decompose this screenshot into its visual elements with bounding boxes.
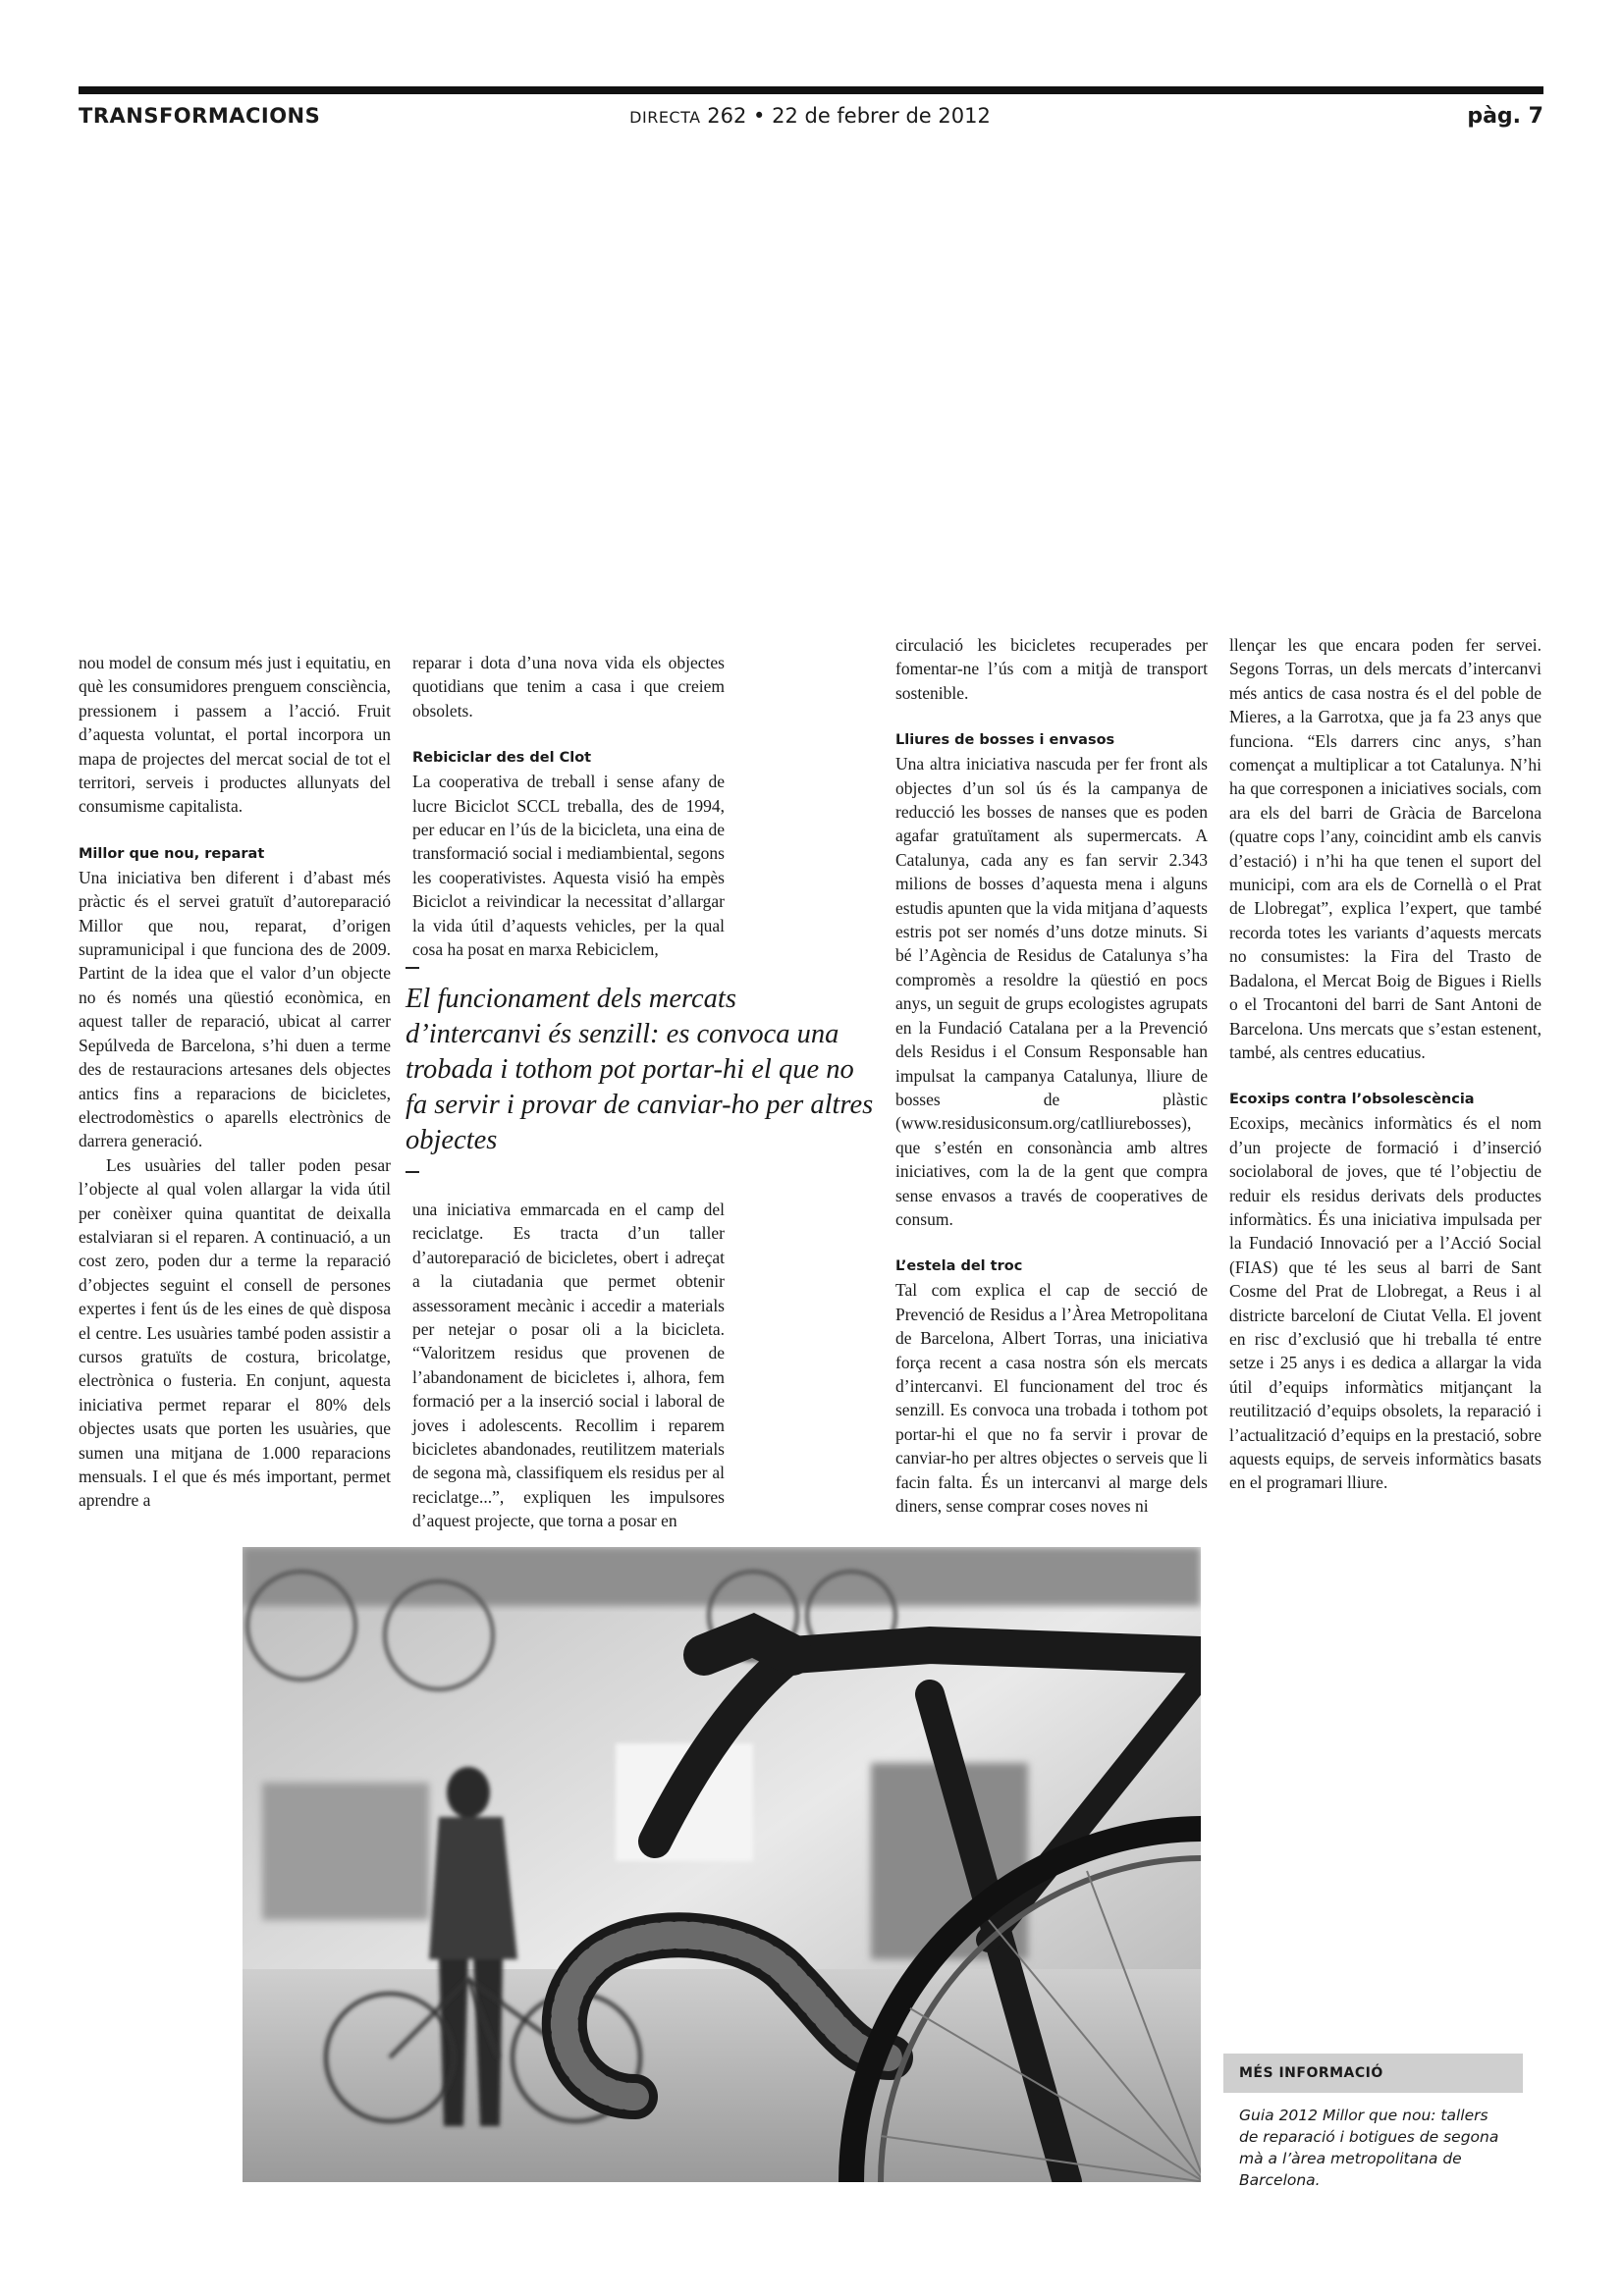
page-number: pàg. 7 [1467,104,1543,129]
more-info-box [1223,2054,1523,2191]
article-column-2 [412,651,725,961]
issue-info [550,104,1070,128]
paragraph: nou model de consum més just i equitatiu, en què les consumidores prenguem consciència, pressionem i passem a l’acció. Fruit d’aquesta voluntat, el portal incorpora un mapa de projectes del mercat social de tot el territori, serveis i productes allunyats del consumisme capitalista. [79,653,391,817]
paragraph: circulació les bicicletes recuperades per fomentar-ne l’ús com a mitjà de transport sostenible. [895,635,1208,703]
paragraph: llençar les que encara poden fer servei. Segons Torras, un dels mercats d’intercanvi més antics de casa nostra és el del poble de Mieres, a la Garrotxa, que ja fa 23 anys que funciona. “Els darrers cinc anys, s’han començat a multiplicar a tot Catalunya. N’hi ha que corresponen a iniciatives socials, com ara els del barri de Gràcia de Barcelona (quatre cops l’any, coincidint amb els canvis d’estació) i n’hi ha que tenen el suport del municipi, com ara els de Cornellà o el Prat de Llobregat”, explica l’expert, que també recorda totes les variants d’aquests mercats no consumistes: la Fira del Trasto de Badalona, el Mercat Boig de Bigues i Riells o el Trocantoni del barri de Sant Antoni de Barcelona. Uns mercats que s’estan estenent, també, als centres educatius. [1229,635,1542,1062]
quote-rule-top [406,967,419,969]
header-rule [79,86,1543,94]
subheading: L’estela del troc [895,1258,1023,1275]
paragraph: Una altra iniciativa nascuda per fer front als objectes d’un sol ús és la campanya de reducció les bosses de nanses que es poden agafar gratuïtament als supermercats. A Catalunya, cada any es fan servir 2.343 milions de bosses d’aquesta mena i alguns estudis apunten que la vida mitjana d’aquests estris pot ser només d’uns dotze minuts. Si bé l’Agència de Residus de Catalunya s’ha compromès a resoldre la qüestió en pocs anys, un seguit de grups ecologistes agrupats en la Fundació Catalana per a la Prevenció dels Residus i el Consum Responsable han impulsat la campanya Catalunya, lliure de bosses de plàstic (www.residusiconsum.org/catlliurebosses), que s’estén en consonància amb altres iniciatives, com la de la gent que compra sense envasos a través de cooperatives de consum. [895,754,1208,1229]
section-title: TRANSFORMACIONS [79,104,321,128]
quote-rule-bottom [406,1171,419,1173]
article-column-2-continued [412,1198,725,1533]
bicycle-workshop-photo [243,1547,1201,2182]
more-info-title: MÉS INFORMACIÓ [1223,2054,1523,2093]
photo-illustration [243,1547,1201,2182]
paragraph: reparar i dota d’una nova vida els objectes quotidians que tenim a casa i que creiem obsolets. [412,653,725,721]
more-info-text: Guia 2012 Millor que nou: tallers de reparació i botigues de segona mà a l’àrea metropolitana de Barcelona. [1239,2107,1499,2189]
paragraph: La cooperativa de treball i sense afany de lucre Biciclot SCCL treballa, des de 1994, per educar en l’ús de la bicicleta, una eina de transformació social i mediambiental, segons les cooperativistes. Aquesta visió ha empès Biciclot a reivindicar la necessitat d’allargar la vida útil d’aquests vehicles, per la qual cosa ha posat en marxa Rebiciclem, [412,772,725,960]
subheading: Ecoxips contra l’obsolescència [1229,1092,1475,1108]
subheading: Rebiciclar des del Clot [412,750,592,767]
paragraph: Tal com explica el cap de secció de Prevenció de Residus a l’Àrea Metropolitana de Barcelona, Albert Torras, una iniciativa força recent a casa nostra són els mercats d’intercanvi. El funcionament del troc és senzill. Es convoca una trobada i tothom pot portar-hi el que no fa servir i provar de canviar-ho per altres objectes o serveis que li facin falta. És un intercanvi al marge dels diners, sense comprar coses noves ni [895,1280,1208,1516]
paragraph: una iniciativa emmarcada en el camp del reciclatge. Es tracta d’un taller d’autoreparació de bicicletes, obert i adreçat a la ciutadania que permet obtenir assessorament mecànic i accedir a materials per netejar o posar oli a la bicicleta. “Valoritzem residus que provenen de l’abandonament de bicicletes i, alhora, fem formació per a la inserció social i laboral de joves i adolescents. Recollim i reparem bicicletes abandonades, reutilitzem materials de segona mà, classifiquem els residus per al reciclatge...”, expliquen les impulsores d’aquest projecte, que torna a posar en [412,1200,725,1531]
issue-date: 262 • 22 de febrer de 2012 [707,104,991,128]
paragraph: Les usuàries del taller poden pesar l’objecte al qual volen allargar la vida útil per conèixer quina quantitat de deixalla estalviaran si el reparen. A continuació, a un cost zero, poden dur a terme la reparació d’objectes seguint el consell de persones expertes i fent ús de les eines de què disposa el centre. Les usuàries també poden assistir a cursos gratuïts de costura, bricolatge, electrònica o fusteria. En conjunt, aquesta iniciativa permet reparar el 80% dels objectes usats que porten les usuàries, que sumen una mitjana de 1.000 reparacions mensuals. I el que és més important, permet aprendre a [79,1154,391,1511]
article-column-3 [895,633,1208,1518]
paragraph: Ecoxips, mecànics informàtics és el nom d’un projecte de formació i d’inserció sociolaboral de joves, que té l’objectiu de reduir els residus derivats dels productes informàtics. És una iniciativa impulsada per la Fundació Innovació per a l’Acció Social (FIAS) que té les seus al barri de Sant Cosme del Prat de Llobregat, a Reus i al districte barceloní de Ciutat Vella. El jovent en risc d’exclusió que hi treballa té entre setze i 25 anys i es dedica a allargar la vida útil d’equips informàtics mitjançant la reutilització d’equips obsolets, la reparació i l’actualització d’equips en la prestació, sobre aquests equips, de serveis informàtics basats en el programari lliure. [1229,1113,1542,1493]
article-column-1 [79,651,391,1513]
subheading: Lliures de bosses i envasos [895,732,1115,749]
paragraph: Una iniciativa ben diferent i d’abast més pràctic és el servei gratuït d’autoreparació Millor que nou, reparat, d’origen supramunicipal i que funciona des de 2009. Partint de la idea que el valor d’un objecte no és només una qüestió econòmica, en aquest taller de reparació, ubicat al carrer Sepúlveda de Barcelona, s’hi duen a terme des de restauracions artesanes dels objectes antics fins a reparacions de bicicletes, electrodomèstics o aparells electrònics de darrera generació. [79,867,391,1151]
subheading: Millor que nou, reparat [79,845,265,862]
publication-name: DIRECTA [629,108,701,127]
article-column-4 [1229,633,1542,1495]
pull-quote: El funcionament dels mercats d’intercanvi és senzill: es convoca una trobada i tothom pot portar-hi el que no fa servir i provar de canviar-ho per altres objectes [406,984,874,1155]
